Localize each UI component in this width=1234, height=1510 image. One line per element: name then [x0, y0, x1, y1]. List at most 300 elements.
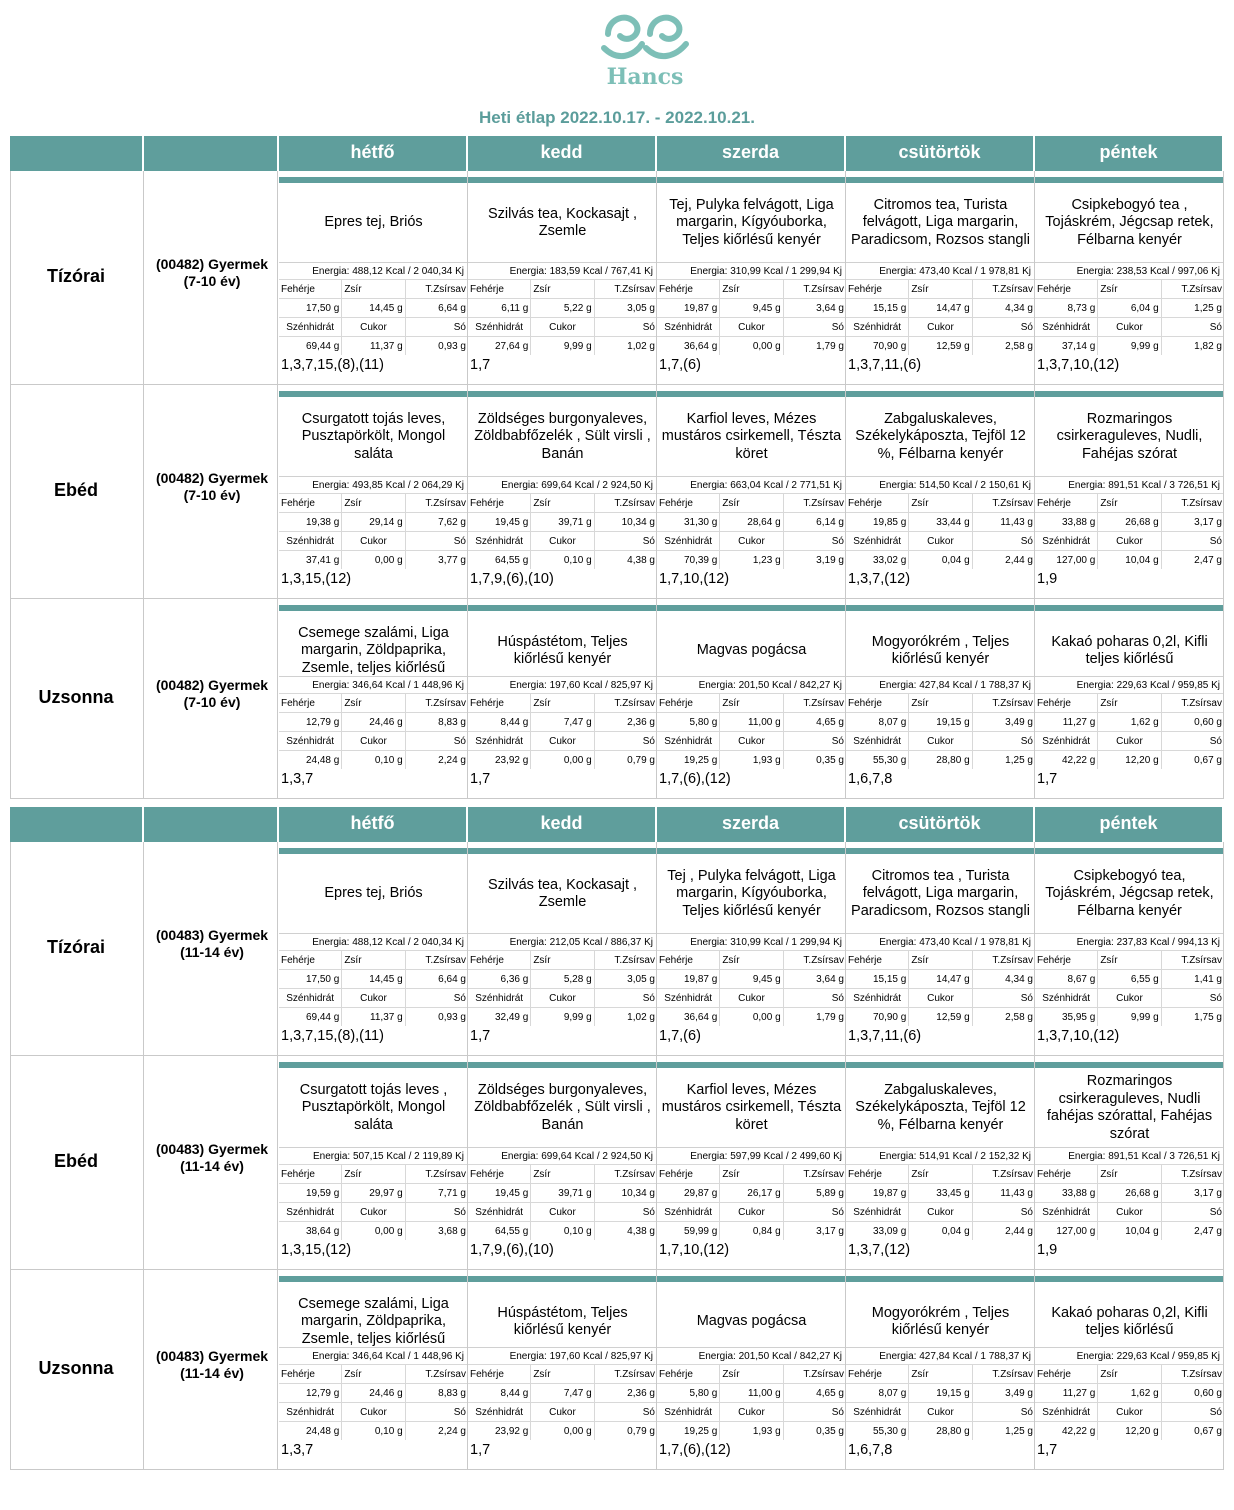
nutrient-label-sugar: Cukor	[719, 531, 782, 550]
nutrient-label-row	[1035, 693, 1224, 712]
dish-name: Kakaó poharas 0,2l, Kifli teljes kiőrlésű	[1051, 633, 1208, 667]
nutrient-value-carb: 33,09 g	[846, 1221, 908, 1240]
dish-name: Csurgatott tojás leves , Pusztapörkölt, Mongol saláta	[299, 1081, 448, 1133]
nutrient-label-sat_fat: T.Zsírsav	[972, 493, 1035, 512]
nutrient-label-row	[1035, 1364, 1224, 1383]
nutrient-value-carb: 55,30 g	[846, 750, 908, 769]
nutrient-label-sugar: Cukor	[530, 731, 593, 750]
nutrient-value-carb: 70,90 g	[846, 1007, 908, 1026]
meal-row-1	[10, 385, 1224, 599]
nutrient-value-salt: 1,75 g	[1161, 1007, 1224, 1026]
nutrient-value-row	[846, 1007, 1035, 1026]
allergen-codes: 1,3,7	[281, 1442, 314, 1458]
nutrient-value-salt: 2,44 g	[972, 550, 1035, 569]
nutrient-value-row	[279, 1183, 468, 1202]
nutrient-value-protein: 12,79 g	[279, 1383, 341, 1402]
nutrient-value-protein: 8,44 g	[468, 1383, 530, 1402]
nutrient-label-fat: Zsír	[1097, 1364, 1160, 1383]
age-group-label: (00482) Gyermek (7-10 év)	[155, 677, 269, 710]
nutrient-value-row	[846, 1183, 1035, 1202]
nutrient-value-row	[657, 336, 846, 355]
cell-accent-bar	[468, 1276, 657, 1282]
nutrient-label-sugar: Cukor	[719, 1402, 782, 1421]
nutrient-value-row	[1035, 969, 1224, 988]
column-divider	[1223, 171, 1224, 385]
nutrient-value-fat: 11,00 g	[719, 712, 782, 731]
dish-name: Húspástétom, Teljes kiőrlésű kenyér	[497, 1304, 628, 1338]
dish-name: Epres tej, Briós	[324, 885, 423, 902]
nutrient-label-row	[1035, 493, 1224, 512]
nutrient-value-sat_fat: 0,60 g	[1161, 712, 1224, 731]
nutrient-value-sugar: 0,10 g	[530, 550, 593, 569]
nutrient-label-sugar: Cukor	[908, 1202, 971, 1221]
nutrient-value-salt: 0,93 g	[405, 336, 468, 355]
nutrient-label-sat_fat: T.Zsírsav	[783, 493, 846, 512]
energy-value: Energia: 514,50 Kcal / 2 150,61 Kj	[846, 476, 1035, 493]
cell-accent-bar	[279, 605, 468, 611]
nutrient-value-fat: 6,55 g	[1097, 969, 1160, 988]
nutrient-value-protein: 17,50 g	[279, 969, 341, 988]
nutrient-value-carb: 23,92 g	[468, 1421, 530, 1440]
allergen-codes: 1,3,7,15,(8),(11)	[281, 357, 384, 373]
nutrient-label-protein: Fehérje	[846, 279, 908, 298]
allergen-codes: 1,3,7,(12)	[848, 571, 911, 587]
nutrient-label-fat: Zsír	[908, 1164, 971, 1183]
allergen-codes: 1,7,(6)	[659, 1028, 701, 1044]
nutrient-value-sugar: 0,00 g	[341, 1221, 404, 1240]
energy-value: Energia: 197,60 Kcal / 825,97 Kj	[468, 1347, 657, 1364]
nutrient-value-sat_fat: 10,34 g	[594, 1183, 657, 1202]
nutrient-value-salt: 1,02 g	[594, 336, 657, 355]
page-title: Heti étlap 2022.10.17. - 2022.10.21.	[479, 108, 755, 127]
nutrient-value-sugar: 1,93 g	[719, 1421, 782, 1440]
nutrient-value-sugar: 0,04 g	[908, 550, 971, 569]
meal-row-2	[10, 1270, 1224, 1470]
nutrient-label-carb: Szénhidrát	[1035, 988, 1097, 1007]
nutrient-label-fat: Zsír	[1097, 950, 1160, 969]
nutrient-label-sat_fat: T.Zsírsav	[1161, 1164, 1224, 1183]
nutrient-label-protein: Fehérje	[657, 950, 719, 969]
nutrient-value-sugar: 0,00 g	[530, 750, 593, 769]
nutrient-label-row	[279, 1202, 468, 1221]
nutrient-value-sat_fat: 3,49 g	[972, 712, 1035, 731]
nutrient-label-row	[279, 1164, 468, 1183]
menu-cell	[279, 171, 468, 385]
nutrient-label-row	[657, 950, 846, 969]
dish-name: Tej , Pulyka felvágott, Liga margarin, Kígyóuborka, Teljes kiőrlésű kenyér	[667, 867, 836, 919]
nutrient-label-row	[1035, 1202, 1224, 1221]
nutrient-label-protein: Fehérje	[657, 493, 719, 512]
nutrient-value-salt: 0,35 g	[783, 750, 846, 769]
nutrient-value-sat_fat: 11,43 g	[972, 512, 1035, 531]
nutrient-value-row	[657, 1183, 846, 1202]
nutrient-value-fat: 14,45 g	[341, 298, 404, 317]
nutrient-label-row	[846, 988, 1035, 1007]
cell-accent-bar	[279, 391, 468, 397]
nutrient-label-row	[468, 1364, 657, 1383]
nutrient-value-protein: 31,30 g	[657, 512, 719, 531]
cell-accent-bar	[657, 391, 846, 397]
dish-name: Csipkebogyó tea, Tojáskrém, Jégcsap retek, Félbarna kenyér	[1045, 867, 1214, 919]
nutrient-value-protein: 19,87 g	[657, 969, 719, 988]
menu-cell	[1035, 385, 1224, 599]
nutrient-label-row	[657, 1402, 846, 1421]
nutrient-label-row	[846, 493, 1035, 512]
nutrient-label-row	[1035, 731, 1224, 750]
nutrient-label-row	[846, 1402, 1035, 1421]
nutrient-value-fat: 26,68 g	[1097, 512, 1160, 531]
nutrient-value-carb: 23,92 g	[468, 750, 530, 769]
nutrient-value-protein: 6,36 g	[468, 969, 530, 988]
nutrient-label-carb: Szénhidrát	[1035, 317, 1097, 336]
nutrient-label-carb: Szénhidrát	[846, 1402, 908, 1421]
cell-accent-bar	[279, 177, 468, 183]
nutrient-value-row	[468, 1221, 657, 1240]
nutrient-label-protein: Fehérje	[1035, 493, 1097, 512]
dish-name: Kakaó poharas 0,2l, Kifli teljes kiőrlésű	[1051, 1304, 1208, 1338]
nutrient-label-sat_fat: T.Zsírsav	[405, 1364, 468, 1383]
cell-accent-bar	[279, 1276, 468, 1282]
nutrient-label-protein: Fehérje	[1035, 1164, 1097, 1183]
dish-name: Szilvás tea, Kockasajt , Zsemle	[487, 876, 638, 910]
cell-accent-bar	[846, 1062, 1035, 1068]
nutrient-value-carb: 36,64 g	[657, 1007, 719, 1026]
allergen-codes: 1,7,(6),(12)	[659, 1442, 731, 1458]
nutrient-value-row	[279, 336, 468, 355]
nutrient-value-row	[1035, 336, 1224, 355]
nutrient-label-sugar: Cukor	[908, 988, 971, 1007]
nutrient-label-sugar: Cukor	[530, 317, 593, 336]
nutrient-value-fat: 1,62 g	[1097, 1383, 1160, 1402]
cell-accent-bar	[657, 605, 846, 611]
nutrient-value-carb: 19,25 g	[657, 750, 719, 769]
day-header: péntek	[1035, 807, 1222, 842]
menu-cell	[1035, 1270, 1224, 1470]
nutrient-value-protein: 5,80 g	[657, 1383, 719, 1402]
allergen-codes: 1,3,15,(12)	[281, 571, 352, 587]
dish-name: Zöldséges burgonyaleves, Zöldbabfőzelék , Sült virsli , Banán	[474, 1081, 651, 1133]
nutrient-label-protein: Fehérje	[657, 1164, 719, 1183]
nutrient-value-row	[279, 1221, 468, 1240]
nutrient-value-row	[468, 750, 657, 769]
cell-accent-bar	[846, 848, 1035, 854]
cell-accent-bar	[657, 177, 846, 183]
nutrient-label-fat: Zsír	[341, 1364, 404, 1383]
nutrient-value-row	[1035, 512, 1224, 531]
nutrient-value-fat: 14,47 g	[908, 969, 971, 988]
nutrient-label-protein: Fehérje	[846, 693, 908, 712]
nutrient-value-row	[657, 1421, 846, 1440]
allergen-codes: 1,6,7,8	[848, 1442, 893, 1458]
nutrient-value-sugar: 12,20 g	[1097, 1421, 1160, 1440]
nutrient-label-sugar: Cukor	[908, 731, 971, 750]
nutrient-label-fat: Zsír	[341, 693, 404, 712]
column-divider	[1223, 1056, 1224, 1270]
cell-accent-bar	[1035, 177, 1224, 183]
nutrient-label-protein: Fehérje	[279, 1364, 341, 1383]
nutrient-label-carb: Szénhidrát	[1035, 1202, 1097, 1221]
cell-accent-bar	[846, 605, 1035, 611]
nutrient-value-row	[468, 550, 657, 569]
menu-cell	[657, 171, 846, 385]
nutrient-label-salt: Só	[972, 731, 1035, 750]
nutrient-label-salt: Só	[783, 531, 846, 550]
nutrient-value-salt: 2,47 g	[1161, 1221, 1224, 1240]
dish-name: Mogyorókrém , Teljes kiőrlésű kenyér	[871, 633, 1010, 667]
nutrient-label-carb: Szénhidrát	[468, 1202, 530, 1221]
nutrient-value-row	[846, 550, 1035, 569]
nutrient-label-sat_fat: T.Zsírsav	[594, 693, 657, 712]
column-divider	[10, 385, 11, 599]
age-group-label: (00483) Gyermek (11-14 év)	[155, 927, 269, 960]
hancs-logo	[598, 4, 692, 92]
nutrient-value-carb: 127,00 g	[1035, 1221, 1097, 1240]
allergen-codes: 1,7	[1037, 771, 1058, 787]
allergen-codes: 1,3,7,10,(12)	[1037, 1028, 1120, 1044]
energy-value: Energia: 663,04 Kcal / 2 771,51 Kj	[657, 476, 846, 493]
menu-cell	[846, 599, 1035, 799]
nutrient-label-fat: Zsír	[530, 279, 593, 298]
nutrient-label-row	[468, 493, 657, 512]
menu-cell	[657, 842, 846, 1056]
menu-cell	[657, 1056, 846, 1270]
nutrient-value-carb: 19,25 g	[657, 1421, 719, 1440]
menu-cell	[468, 1056, 657, 1270]
nutrient-value-sugar: 0,84 g	[719, 1221, 782, 1240]
nutrient-label-salt: Só	[1161, 317, 1224, 336]
nutrient-label-salt: Só	[972, 988, 1035, 1007]
day-header: csütörtök	[846, 136, 1033, 171]
menu-cell	[279, 842, 468, 1056]
nutrient-value-fat: 24,46 g	[341, 712, 404, 731]
nutrient-label-carb: Szénhidrát	[657, 531, 719, 550]
nutrient-value-row	[468, 969, 657, 988]
nutrient-value-sat_fat: 4,65 g	[783, 712, 846, 731]
nutrient-label-row	[279, 693, 468, 712]
nutrient-value-row	[468, 336, 657, 355]
nutrient-value-sugar: 10,04 g	[1097, 1221, 1160, 1240]
nutrient-label-row	[468, 731, 657, 750]
allergen-codes: 1,7,(6)	[659, 357, 701, 373]
header-blank-cell	[10, 807, 142, 842]
nutrient-label-carb: Szénhidrát	[468, 731, 530, 750]
energy-value: Energia: 201,50 Kcal / 842,27 Kj	[657, 676, 846, 693]
nutrient-value-sat_fat: 3,17 g	[1161, 512, 1224, 531]
nutrient-label-protein: Fehérje	[846, 1364, 908, 1383]
allergen-codes: 1,7	[1037, 1442, 1058, 1458]
nutrient-label-salt: Só	[1161, 1202, 1224, 1221]
energy-value: Energia: 346,64 Kcal / 1 448,96 Kj	[279, 1347, 468, 1364]
nutrient-label-carb: Szénhidrát	[279, 1402, 341, 1421]
nutrient-value-fat: 26,17 g	[719, 1183, 782, 1202]
cell-accent-bar	[657, 848, 846, 854]
nutrient-label-protein: Fehérje	[279, 279, 341, 298]
nutrient-value-row	[468, 712, 657, 731]
nutrient-value-fat: 9,45 g	[719, 969, 782, 988]
nutrient-value-sat_fat: 4,65 g	[783, 1383, 846, 1402]
nutrient-label-row	[657, 531, 846, 550]
nutrient-label-sat_fat: T.Zsírsav	[405, 1164, 468, 1183]
meal-name: Uzsonna	[38, 1358, 114, 1378]
nutrient-value-row	[657, 550, 846, 569]
nutrient-label-carb: Szénhidrát	[468, 988, 530, 1007]
nutrient-label-sugar: Cukor	[530, 1202, 593, 1221]
meal-row-2	[10, 599, 1224, 799]
dish-name: Karfiol leves, Mézes mustáros csirkemell, Tészta köret	[661, 410, 842, 462]
dish-name: Rozmaringos csirkeraguleves, Nudli fahéjas szórattal, Fahéjas szórat	[1046, 1073, 1213, 1142]
nutrient-value-sugar: 0,00 g	[341, 550, 404, 569]
nutrient-value-fat: 29,14 g	[341, 512, 404, 531]
energy-value: Energia: 699,64 Kcal / 2 924,50 Kj	[468, 476, 657, 493]
dish-name: Zöldséges burgonyaleves, Zöldbabfőzelék , Sült virsli , Banán	[474, 410, 651, 462]
nutrient-label-sugar: Cukor	[1097, 1202, 1160, 1221]
nutrient-label-sat_fat: T.Zsírsav	[1161, 1364, 1224, 1383]
nutrient-value-sat_fat: 0,60 g	[1161, 1383, 1224, 1402]
nutrient-label-sat_fat: T.Zsírsav	[783, 693, 846, 712]
dish-name: Csemege szalámi, Liga margarin, Zöldpaprika, Zsemle, teljes kiőrlésű	[298, 1295, 449, 1347]
nutrient-value-salt: 0,79 g	[594, 750, 657, 769]
dish-name: Zabgaluskaleves, Székelykáposzta, Tejföl 12 %, Félbarna kenyér	[855, 1081, 1026, 1133]
nutrient-label-sugar: Cukor	[1097, 731, 1160, 750]
nutrient-label-carb: Szénhidrát	[1035, 1402, 1097, 1421]
nutrient-value-sat_fat: 6,64 g	[405, 298, 468, 317]
allergen-codes: 1,3,7	[281, 771, 314, 787]
nutrient-label-protein: Fehérje	[1035, 279, 1097, 298]
nutrient-value-fat: 5,28 g	[530, 969, 593, 988]
nutrient-value-sat_fat: 5,89 g	[783, 1183, 846, 1202]
nutrient-value-row	[846, 298, 1035, 317]
energy-value: Energia: 514,91 Kcal / 2 152,32 Kj	[846, 1147, 1035, 1164]
nutrient-label-salt: Só	[972, 1202, 1035, 1221]
nutrient-value-row	[846, 336, 1035, 355]
allergen-codes: 1,7	[470, 1442, 491, 1458]
nutrient-label-row	[279, 279, 468, 298]
column-divider	[10, 1056, 11, 1270]
menu-cell	[1035, 171, 1224, 385]
menu-cell	[846, 171, 1035, 385]
menu-cell	[468, 599, 657, 799]
nutrient-value-protein: 19,38 g	[279, 512, 341, 531]
nutrient-label-row	[1035, 1402, 1224, 1421]
day-header: hétfő	[279, 807, 466, 842]
column-divider	[10, 171, 11, 385]
nutrient-value-row	[846, 1383, 1035, 1402]
nutrient-value-fat: 7,47 g	[530, 712, 593, 731]
nutrient-value-sat_fat: 3,17 g	[1161, 1183, 1224, 1202]
nutrient-label-fat: Zsír	[341, 493, 404, 512]
nutrient-value-salt: 0,79 g	[594, 1421, 657, 1440]
nutrient-label-salt: Só	[972, 531, 1035, 550]
nutrient-label-sat_fat: T.Zsírsav	[783, 950, 846, 969]
column-divider	[10, 1270, 11, 1470]
nutrient-label-row	[468, 279, 657, 298]
nutrient-value-protein: 8,44 g	[468, 712, 530, 731]
nutrient-value-sat_fat: 6,14 g	[783, 512, 846, 531]
nutrient-label-fat: Zsír	[1097, 1164, 1160, 1183]
nutrient-value-row	[468, 1383, 657, 1402]
nutrient-label-row	[846, 1364, 1035, 1383]
header-blank-cell	[10, 136, 142, 171]
nutrient-value-sat_fat: 7,71 g	[405, 1183, 468, 1202]
nutrient-label-sugar: Cukor	[341, 1402, 404, 1421]
column-divider	[277, 171, 278, 385]
nutrient-value-carb: 42,22 g	[1035, 750, 1097, 769]
day-header-row	[10, 807, 1224, 842]
energy-value: Energia: 597,99 Kcal / 2 499,60 Kj	[657, 1147, 846, 1164]
nutrient-label-protein: Fehérje	[279, 1164, 341, 1183]
nutrient-label-fat: Zsír	[719, 693, 782, 712]
nutrient-value-row	[1035, 1221, 1224, 1240]
nutrient-label-sugar: Cukor	[908, 531, 971, 550]
nutrient-value-salt: 1,79 g	[783, 336, 846, 355]
nutrient-value-salt: 4,38 g	[594, 550, 657, 569]
menu-cell	[846, 1270, 1035, 1470]
nutrient-value-carb: 38,64 g	[279, 1221, 341, 1240]
nutrient-value-row	[657, 512, 846, 531]
nutrient-label-sat_fat: T.Zsírsav	[972, 1364, 1035, 1383]
nutrient-value-fat: 24,46 g	[341, 1383, 404, 1402]
dish-name: Citromos tea, Turista felvágott, Liga margarin, Paradicsom, Rozsos stangli	[851, 196, 1030, 248]
header-blank-cell	[144, 807, 277, 842]
meal-name: Ebéd	[53, 480, 98, 500]
energy-value: Energia: 891,51 Kcal / 3 726,51 Kj	[1035, 1147, 1224, 1164]
nutrient-label-salt: Só	[1161, 988, 1224, 1007]
nutrient-label-row	[468, 1402, 657, 1421]
nutrient-value-protein: 8,07 g	[846, 712, 908, 731]
nutrient-value-salt: 0,35 g	[783, 1421, 846, 1440]
nutrient-value-sugar: 12,20 g	[1097, 750, 1160, 769]
allergen-codes: 1,3,7,10,(12)	[1037, 357, 1120, 373]
nutrient-label-row	[1035, 317, 1224, 336]
dish-name: Mogyorókrém , Teljes kiőrlésű kenyér	[871, 1304, 1010, 1338]
menu-cell	[279, 1270, 468, 1470]
menu-cell	[657, 385, 846, 599]
column-divider	[143, 1056, 144, 1270]
menu-cell	[1035, 1056, 1224, 1270]
column-divider	[10, 842, 11, 1056]
cell-accent-bar	[1035, 1276, 1224, 1282]
nutrient-value-row	[1035, 298, 1224, 317]
nutrient-label-row	[1035, 1164, 1224, 1183]
nutrient-label-carb: Szénhidrát	[1035, 731, 1097, 750]
nutrient-value-row	[279, 1421, 468, 1440]
nutrient-value-salt: 1,02 g	[594, 1007, 657, 1026]
nutrient-value-salt: 2,58 g	[972, 336, 1035, 355]
nutrient-label-row	[657, 693, 846, 712]
nutrient-label-salt: Só	[594, 988, 657, 1007]
nutrient-label-row	[279, 731, 468, 750]
nutrient-value-row	[468, 1421, 657, 1440]
nutrient-label-carb: Szénhidrát	[657, 1402, 719, 1421]
nutrient-label-row	[846, 1202, 1035, 1221]
column-divider	[143, 842, 144, 1056]
nutrient-label-row	[846, 317, 1035, 336]
nutrient-label-fat: Zsír	[530, 950, 593, 969]
nutrient-value-protein: 8,73 g	[1035, 298, 1097, 317]
nutrient-value-salt: 0,93 g	[405, 1007, 468, 1026]
nutrient-value-sat_fat: 8,83 g	[405, 712, 468, 731]
cell-accent-bar	[1035, 1062, 1224, 1068]
nutrient-label-sugar: Cukor	[530, 1402, 593, 1421]
nutrient-value-sugar: 11,37 g	[341, 1007, 404, 1026]
nutrient-label-row	[1035, 279, 1224, 298]
nutrient-value-protein: 8,67 g	[1035, 969, 1097, 988]
nutrient-label-fat: Zsír	[908, 693, 971, 712]
nutrient-value-sugar: 28,80 g	[908, 750, 971, 769]
nutrient-label-fat: Zsír	[908, 493, 971, 512]
nutrient-value-sugar: 11,37 g	[341, 336, 404, 355]
nutrient-value-protein: 19,87 g	[657, 298, 719, 317]
